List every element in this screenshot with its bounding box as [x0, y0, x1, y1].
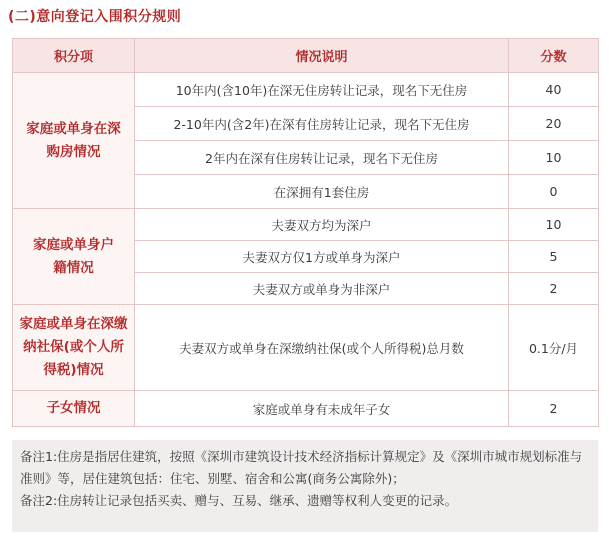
- table-row: [13, 305, 599, 391]
- category-hukou: [13, 209, 135, 305]
- category-label: 家庭或单身户籍情况: [33, 236, 114, 276]
- category-label: 家庭或单身在深缴纳社保(或个人所得税)情况: [19, 316, 128, 378]
- table-row: [13, 391, 599, 427]
- header-description: 情况说明: [135, 39, 509, 73]
- row-score: 10: [509, 209, 599, 241]
- category-social-insurance: [13, 305, 135, 391]
- table-header-row: [13, 39, 599, 73]
- row-description: 2-10年内(含2年)在深有住房转让记录，现名下无住房: [135, 107, 509, 141]
- row-score: 5: [509, 241, 599, 273]
- note-1: 备注1:住房是指居住建筑，按照《深圳市建筑设计技术经济指标计算规定》及《深圳市城市规划标准与准则》等，居住建筑包括：住宅、别墅、宿舍和公寓(商务公寓除外)；: [20, 449, 583, 486]
- header-item: 积分项: [13, 39, 135, 73]
- row-description: 2年内在深有住房转让记录，现名下无住房: [135, 141, 509, 175]
- row-score: 40: [509, 73, 599, 107]
- row-description: 夫妻双方均为深户: [135, 209, 509, 241]
- table-row: [13, 73, 599, 107]
- page-title: (二)意向登记入围积分规则: [8, 9, 182, 25]
- row-description: 夫妻双方或单身在深缴纳社保(或个人所得税)总月数: [135, 305, 509, 391]
- row-score: 10: [509, 141, 599, 175]
- points-rules-table: [12, 38, 599, 427]
- row-description: 家庭或单身有未成年子女: [135, 391, 509, 427]
- row-score: 0: [509, 175, 599, 209]
- row-description: 10年内(含10年)在深无住房转让记录，现名下无住房: [135, 73, 509, 107]
- row-score: 20: [509, 107, 599, 141]
- header-score: 分数: [509, 39, 599, 73]
- notes-box: [12, 440, 598, 532]
- row-description: 夫妻双方仅1方或单身为深户: [135, 241, 509, 273]
- row-description: 夫妻双方或单身为非深户: [135, 273, 509, 305]
- category-label: 子女情况: [46, 400, 101, 416]
- row-score: 2: [509, 273, 599, 305]
- row-score: 2: [509, 391, 599, 427]
- note-2: 备注2:住房转让记录包括买卖、赠与、互易、继承、遗赠等权利人变更的记录。: [20, 493, 458, 508]
- category-children: [13, 391, 135, 427]
- row-score: 0.1分/月: [509, 305, 599, 391]
- row-description: 在深拥有1套住房: [135, 175, 509, 209]
- table-row: [13, 209, 599, 241]
- category-label: 家庭或单身在深购房情况: [26, 120, 121, 160]
- category-housing: [13, 73, 135, 209]
